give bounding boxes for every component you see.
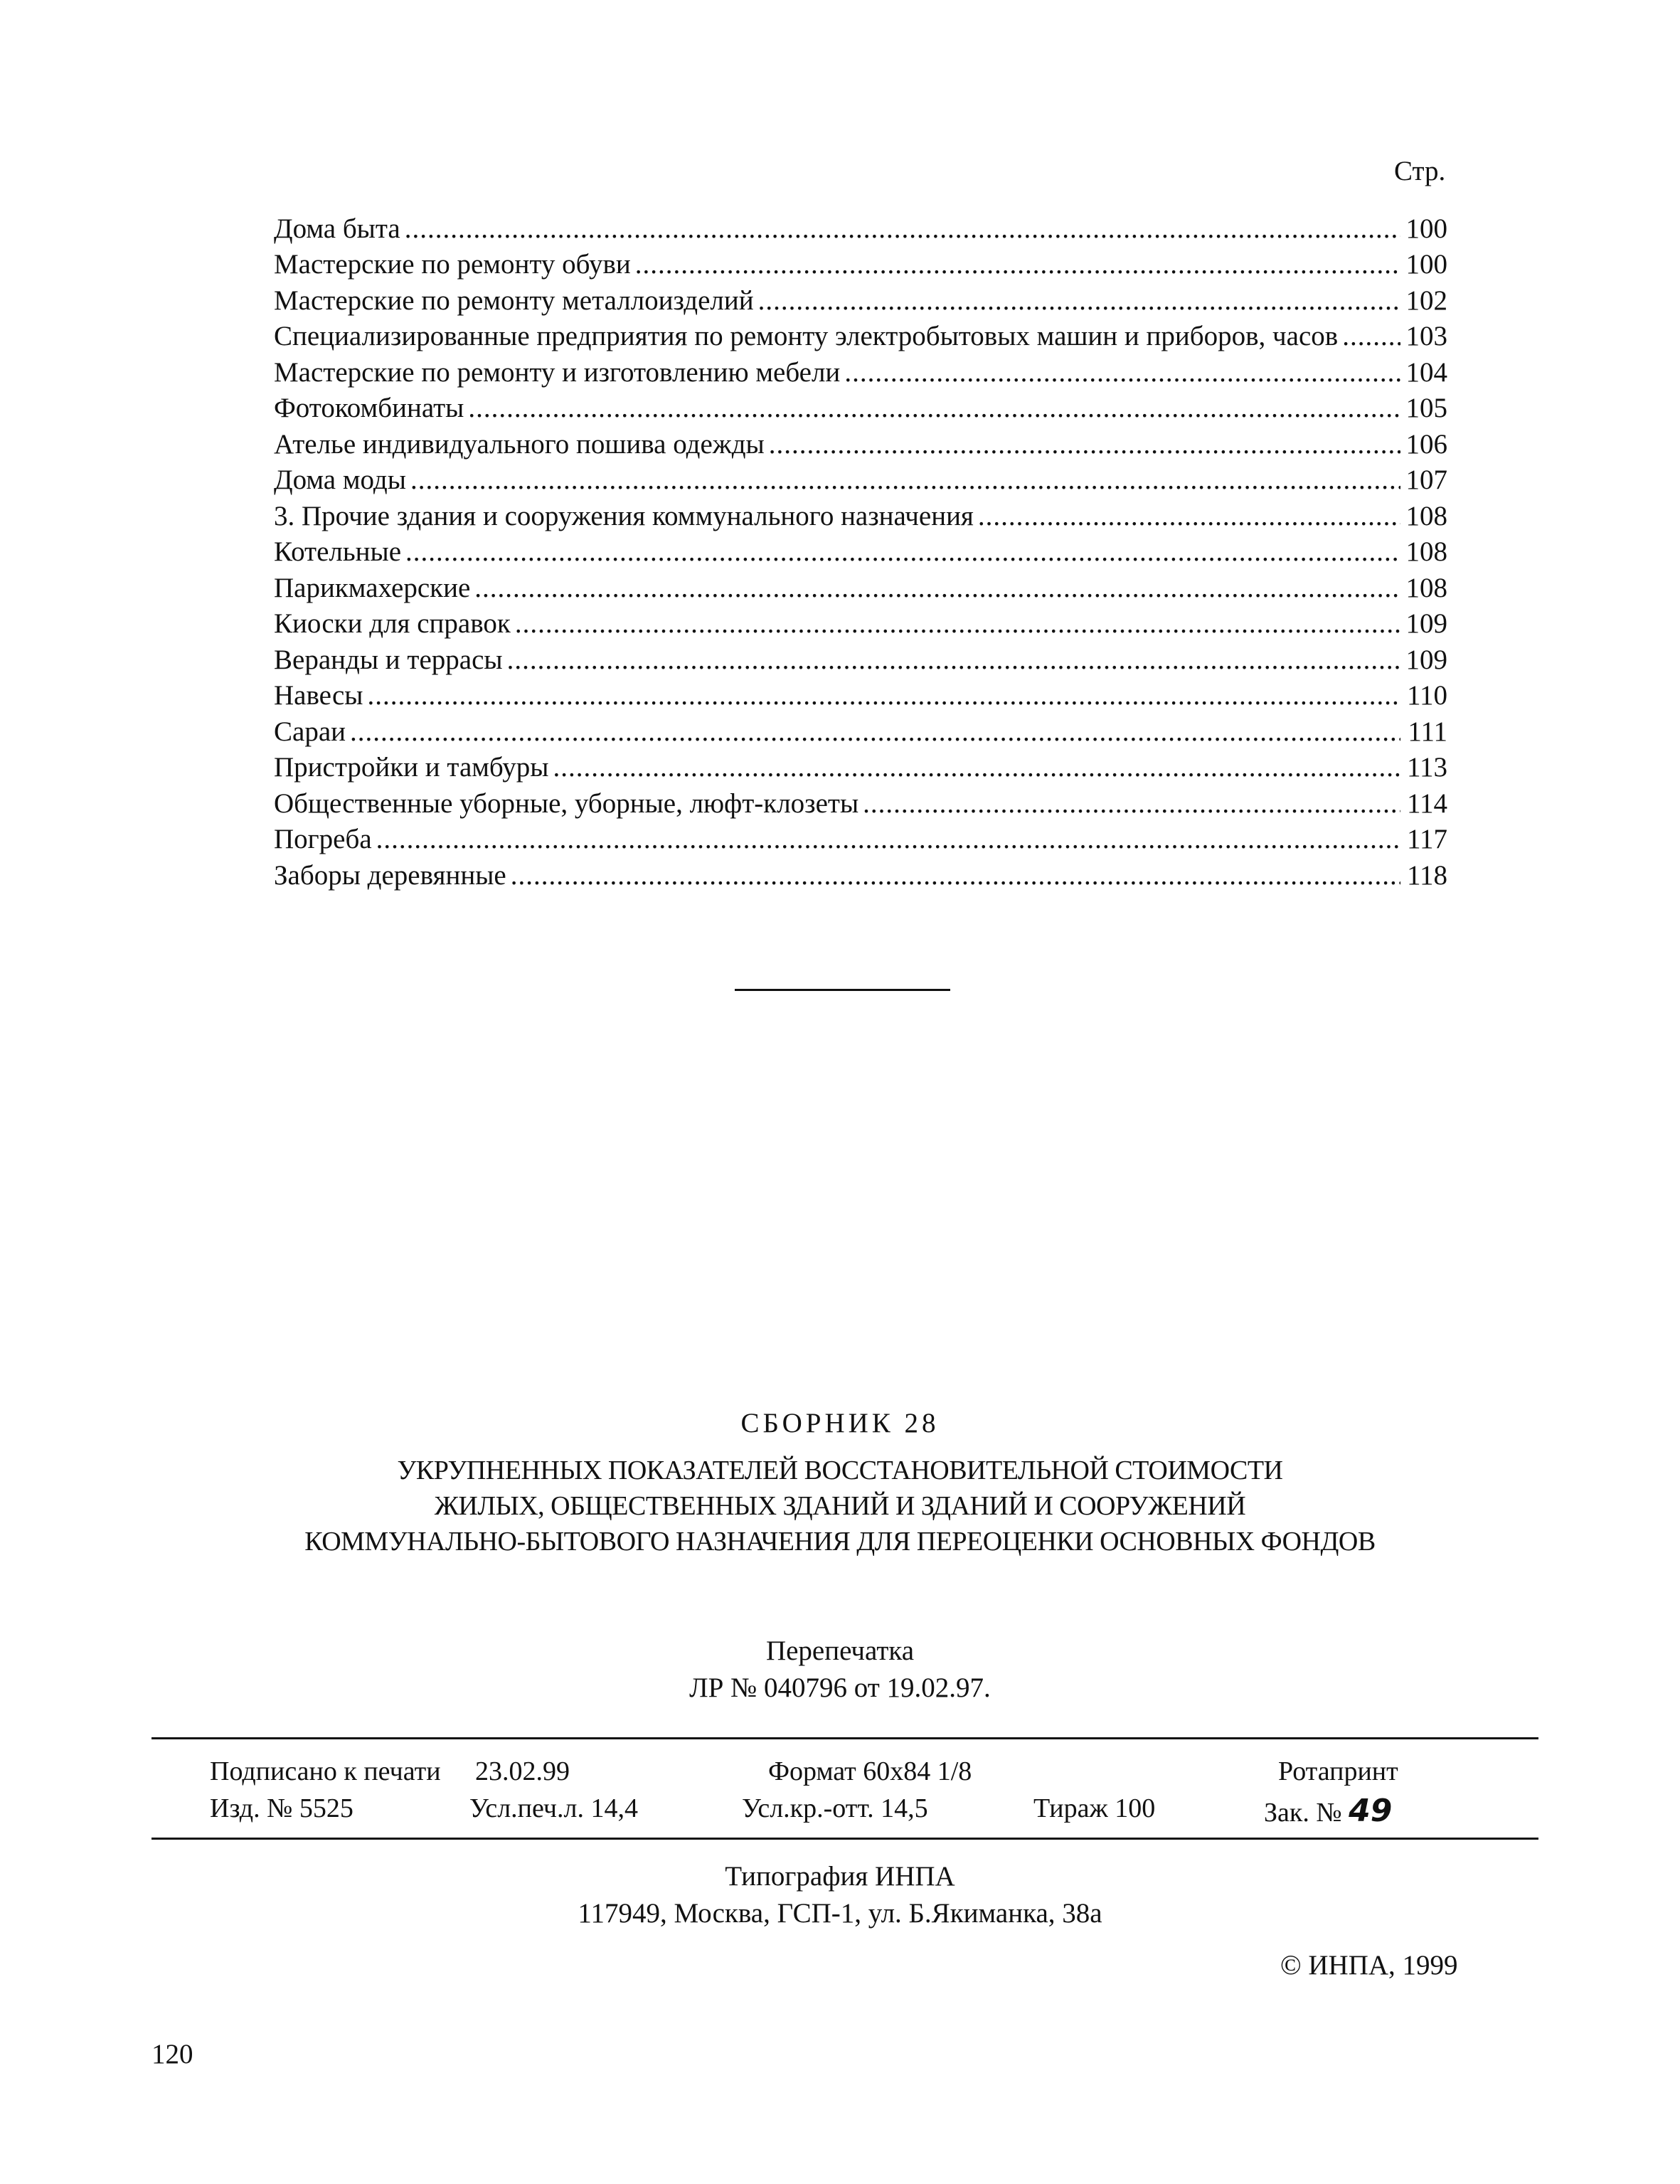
toc-leader-dots	[474, 574, 1400, 602]
circulation	[1033, 1793, 1155, 1824]
toc-entry	[274, 314, 1447, 351]
toc-leader-dots	[553, 753, 1401, 781]
toc-leader-dots	[1342, 322, 1400, 350]
color-prints: Усл.кр.-отт. 14,5	[742, 1793, 928, 1823]
toc-entry-title: Заборы деревянные	[274, 859, 506, 891]
toc-entry	[274, 566, 1447, 602]
toc-entry	[274, 350, 1447, 386]
toc-leader-dots	[507, 646, 1400, 674]
toc-entry-title: Парикмахерские	[274, 572, 471, 603]
toc-entry-page: 102	[1405, 285, 1447, 316]
imprint-top-rule	[151, 1737, 1538, 1739]
toc-entry-title: Котельные	[274, 536, 402, 567]
toc-entry-title: 3. Прочие здания и сооружения коммунального назначения	[274, 500, 974, 531]
table-of-contents	[274, 206, 1447, 889]
toc-leader-dots	[515, 610, 1400, 637]
printing-method: Ротапринт	[1278, 1756, 1398, 1786]
toc-entry-page: 103	[1405, 321, 1447, 351]
toc-entry-title: Мастерские по ремонту и изготовлению мебели	[274, 356, 841, 388]
toc-leader-dots	[405, 215, 1400, 243]
toc-entry	[274, 206, 1447, 243]
toc-entry	[274, 853, 1447, 889]
toc-leader-dots	[769, 430, 1400, 458]
toc-entry-page: 111	[1408, 716, 1447, 747]
toc-entry-page: 107	[1405, 465, 1447, 495]
toc-entry	[274, 817, 1447, 854]
toc-leader-dots	[863, 790, 1400, 817]
toc-entry-page: 104	[1405, 356, 1447, 388]
signed-date: 23.02.99	[475, 1756, 570, 1786]
toc-entry-title: Веранды и террасы	[274, 644, 503, 675]
toc-entry-page: 100	[1405, 213, 1447, 244]
toc-entry-title: Дома быта	[274, 213, 400, 244]
toc-entry-title: Общественные уборные, уборные, люфт-клозеты	[274, 788, 859, 819]
toc-entry	[274, 637, 1447, 674]
printer-name: Типография ИНПА	[725, 1861, 955, 1892]
toc-entry-page: 108	[1405, 572, 1447, 603]
toc-leader-dots	[367, 682, 1400, 709]
toc-entry	[274, 746, 1447, 782]
collection-subtitle-line: КОММУНАЛЬНО-БЫТОВОГО НАЗНАЧЕНИЯ ДЛЯ ПЕРЕОЦЕНКИ ОСНОВНЫХ ФОНДОВ	[304, 1527, 1376, 1557]
toc-leader-dots	[511, 862, 1400, 889]
toc-entry-title: Дома моды	[274, 465, 406, 495]
printer-address: 117949, Москва, ГСП-1, ул. Б.Якиманка, 38а	[578, 1898, 1102, 1929]
toc-entry-page: 100	[1405, 249, 1447, 280]
toc-entry-page: 108	[1405, 500, 1447, 531]
toc-entry	[274, 602, 1447, 638]
page-number: 120	[151, 2039, 193, 2069]
print-sheets: Усл.печ.л. 14,4	[469, 1793, 638, 1823]
toc-entry-page: 105	[1405, 393, 1447, 423]
edition-number: Изд. № 5525	[210, 1793, 353, 1823]
collection-subtitle-line: УКРУПНЕННЫХ ПОКАЗАТЕЛЕЙ ВОССТАНОВИТЕЛЬНОЙ СТОИМОСТИ	[397, 1456, 1283, 1485]
toc-entry-page: 109	[1405, 644, 1447, 675]
toc-entry	[274, 494, 1447, 530]
toc-entry	[274, 458, 1447, 494]
toc-entry-title: Ателье индивидуального пошива одежды	[274, 428, 765, 460]
paper-format: Формат 60х84 1/8	[768, 1756, 972, 1786]
toc-entry	[274, 781, 1447, 817]
reprint-note: Перепечатка	[765, 1636, 915, 1666]
toc-entry	[274, 243, 1447, 279]
toc-leader-dots	[376, 825, 1400, 853]
toc-entry-title: Киоски для справок	[274, 608, 511, 639]
toc-entry-page: 106	[1405, 428, 1447, 460]
toc-entry-page: 118	[1406, 859, 1447, 891]
toc-entry-page: 110	[1406, 680, 1447, 711]
circulation-label: Тираж	[1033, 1793, 1108, 1823]
toc-entry-page: 113	[1406, 752, 1447, 783]
copyright: © ИНПА, 1999	[1280, 1950, 1458, 1981]
toc-entry-title: Мастерские по ремонту обуви	[274, 249, 631, 280]
section-divider	[735, 989, 950, 991]
toc-entry-title: Пристройки и тамбуры	[274, 752, 549, 783]
toc-leader-dots	[978, 502, 1400, 530]
toc-entry-title: Мастерские по ремонту металлоизделий	[274, 285, 754, 316]
toc-page-header: Стр.	[1394, 156, 1446, 186]
toc-leader-dots	[405, 538, 1400, 566]
toc-entry	[274, 709, 1447, 746]
order	[1264, 1793, 1392, 1829]
collection-subtitle-line: ЖИЛЫХ, ОБЩЕСТВЕННЫХ ЗДАНИЙ И ЗДАНИЙ И СООРУЖЕНИЙ	[434, 1491, 1246, 1521]
toc-entry-page: 114	[1406, 788, 1447, 819]
toc-leader-dots	[844, 359, 1400, 386]
imprint-bottom-rule	[151, 1838, 1538, 1840]
toc-entry	[274, 278, 1447, 314]
toc-entry-page: 109	[1405, 608, 1447, 639]
license-number: ЛР № 040796 от 19.02.97.	[689, 1673, 991, 1703]
toc-leader-dots	[468, 394, 1400, 422]
toc-entry-page: 117	[1406, 824, 1447, 854]
order-number-handwritten: 49	[1349, 1793, 1393, 1829]
toc-leader-dots	[635, 250, 1400, 278]
toc-entry-title: Специализированные предприятия по ремонту электробытовых машин и приборов, часов	[274, 321, 1339, 351]
toc-entry	[274, 530, 1447, 566]
toc-entry-title: Сараи	[274, 716, 346, 747]
toc-entry	[274, 674, 1447, 710]
toc-leader-dots	[410, 466, 1400, 494]
toc-leader-dots	[758, 287, 1400, 314]
toc-entry-title: Погреба	[274, 824, 372, 854]
toc-entry	[274, 386, 1447, 423]
toc-entry	[274, 422, 1447, 458]
toc-leader-dots	[350, 718, 1400, 746]
toc-entry-title: Навесы	[274, 680, 363, 711]
collection-title: СБОРНИК 28	[740, 1408, 940, 1438]
signed-label: Подписано к печати	[210, 1756, 441, 1786]
circulation-value: 100	[1115, 1793, 1156, 1823]
toc-entry-title: Фотокомбинаты	[274, 393, 464, 423]
toc-entry-page: 108	[1405, 536, 1447, 567]
order-label: Зак. №	[1264, 1798, 1342, 1828]
